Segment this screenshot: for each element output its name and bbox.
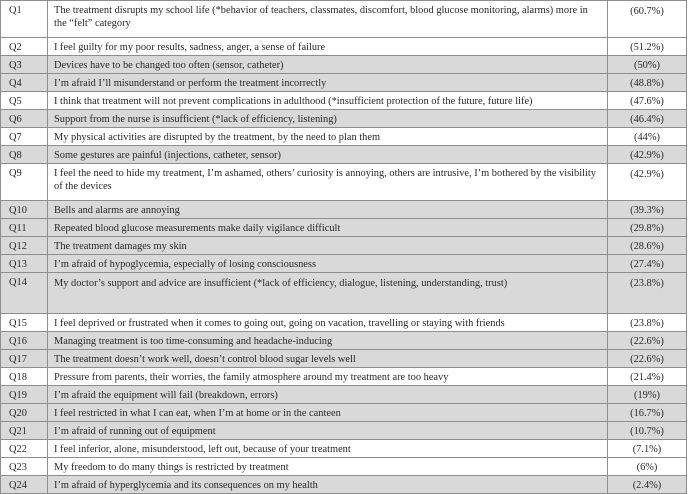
question-text: I feel the need to hide my treatment, I’m ashamed, others’ curiosity is annoying, others are intrusive, I’m bothered by the visibility of the devices xyxy=(48,164,608,201)
question-percentage: (50%) xyxy=(608,56,687,74)
question-id: Q4 xyxy=(1,74,48,92)
question-id: Q8 xyxy=(1,146,48,164)
table-row xyxy=(1,201,687,219)
question-id: Q12 xyxy=(1,237,48,255)
table-body xyxy=(1,1,687,494)
question-percentage: (60.7%) xyxy=(608,1,687,38)
question-percentage: (21.4%) xyxy=(608,368,687,386)
question-text: Bells and alarms are annoying xyxy=(48,201,608,219)
question-percentage: (42.9%) xyxy=(608,164,687,201)
question-id: Q21 xyxy=(1,422,48,440)
table-row xyxy=(1,368,687,386)
question-percentage: (51.2%) xyxy=(608,38,687,56)
question-percentage: (39.3%) xyxy=(608,201,687,219)
question-percentage: (22.6%) xyxy=(608,332,687,350)
table-row xyxy=(1,440,687,458)
question-percentage: (22.6%) xyxy=(608,350,687,368)
question-text: Support from the nurse is insufficient (*lack of efficiency, listening) xyxy=(48,110,608,128)
question-percentage: (16.7%) xyxy=(608,404,687,422)
table-row xyxy=(1,164,687,201)
question-text: I’m afraid the equipment will fail (breakdown, errors) xyxy=(48,386,608,404)
question-text: I’m afraid of hypoglycemia, especially of losing consciousness xyxy=(48,255,608,273)
question-text: I feel guilty for my poor results, sadness, anger, a sense of failure xyxy=(48,38,608,56)
question-percentage: (6%) xyxy=(608,458,687,476)
table-row xyxy=(1,458,687,476)
question-id: Q10 xyxy=(1,201,48,219)
question-id: Q20 xyxy=(1,404,48,422)
question-text: Some gestures are painful (injections, catheter, sensor) xyxy=(48,146,608,164)
table-row xyxy=(1,38,687,56)
question-text: I’m afraid of running out of equipment xyxy=(48,422,608,440)
question-id: Q15 xyxy=(1,314,48,332)
table-row xyxy=(1,273,687,314)
table-row xyxy=(1,92,687,110)
question-id: Q14 xyxy=(1,273,48,314)
question-percentage: (19%) xyxy=(608,386,687,404)
question-id: Q24 xyxy=(1,476,48,494)
question-text: I feel inferior, alone, misunderstood, left out, because of your treatment xyxy=(48,440,608,458)
question-percentage: (10.7%) xyxy=(608,422,687,440)
table-row xyxy=(1,350,687,368)
question-percentage: (28.6%) xyxy=(608,237,687,255)
question-percentage: (7.1%) xyxy=(608,440,687,458)
question-text: My freedom to do many things is restricted by treatment xyxy=(48,458,608,476)
table-row xyxy=(1,128,687,146)
question-text: My doctor’s support and advice are insufficient (*lack of efficiency, dialogue, listening, understanding, trust) xyxy=(48,273,608,314)
question-text: The treatment doesn’t work well, doesn’t control blood sugar levels well xyxy=(48,350,608,368)
question-id: Q17 xyxy=(1,350,48,368)
question-text: I’m afraid of hyperglycemia and its consequences on my health xyxy=(48,476,608,494)
question-text: The treatment disrupts my school life (*behavior of teachers, classmates, discomfort, blood glucose monitoring, alarms) more in the “felt” category xyxy=(48,1,608,38)
question-id: Q22 xyxy=(1,440,48,458)
question-id: Q1 xyxy=(1,1,48,38)
question-id: Q6 xyxy=(1,110,48,128)
table-row xyxy=(1,332,687,350)
question-text: The treatment damages my skin xyxy=(48,237,608,255)
table-row xyxy=(1,314,687,332)
question-percentage: (46.4%) xyxy=(608,110,687,128)
question-text: I feel deprived or frustrated when it comes to going out, going on vacation, travelling or staying with friends xyxy=(48,314,608,332)
question-id: Q11 xyxy=(1,219,48,237)
table-row xyxy=(1,386,687,404)
question-text: I’m afraid I’ll misunderstand or perform the treatment incorrectly xyxy=(48,74,608,92)
question-id: Q16 xyxy=(1,332,48,350)
table-row xyxy=(1,404,687,422)
question-text: Pressure from parents, their worries, the family atmosphere around my treatment are too heavy xyxy=(48,368,608,386)
question-text: Repeated blood glucose measurements make daily vigilance difficult xyxy=(48,219,608,237)
question-id: Q23 xyxy=(1,458,48,476)
question-percentage: (47.6%) xyxy=(608,92,687,110)
question-id: Q9 xyxy=(1,164,48,201)
question-percentage: (44%) xyxy=(608,128,687,146)
table-row xyxy=(1,219,687,237)
question-text: My physical activities are disrupted by the treatment, by the need to plan them xyxy=(48,128,608,146)
question-text: I feel restricted in what I can eat, when I’m at home or in the canteen xyxy=(48,404,608,422)
table-row xyxy=(1,422,687,440)
table-row xyxy=(1,74,687,92)
question-text: Devices have to be changed too often (sensor, catheter) xyxy=(48,56,608,74)
question-text: I think that treatment will not prevent complications in adulthood (*insufficient protection of the future, future life) xyxy=(48,92,608,110)
question-id: Q3 xyxy=(1,56,48,74)
table-row xyxy=(1,146,687,164)
question-id: Q19 xyxy=(1,386,48,404)
question-id: Q13 xyxy=(1,255,48,273)
question-id: Q2 xyxy=(1,38,48,56)
question-percentage: (29.8%) xyxy=(608,219,687,237)
question-percentage: (48.8%) xyxy=(608,74,687,92)
table-row xyxy=(1,237,687,255)
question-id: Q5 xyxy=(1,92,48,110)
table-row xyxy=(1,110,687,128)
table-row xyxy=(1,56,687,74)
table-row xyxy=(1,476,687,494)
question-id: Q7 xyxy=(1,128,48,146)
question-text: Managing treatment is too time-consuming and headache-inducing xyxy=(48,332,608,350)
table-row xyxy=(1,255,687,273)
question-percentage: (23.8%) xyxy=(608,314,687,332)
question-percentage: (27.4%) xyxy=(608,255,687,273)
table-row xyxy=(1,1,687,38)
question-percentage: (2.4%) xyxy=(608,476,687,494)
question-percentage: (42.9%) xyxy=(608,146,687,164)
question-id: Q18 xyxy=(1,368,48,386)
question-percentage: (23.8%) xyxy=(608,273,687,314)
